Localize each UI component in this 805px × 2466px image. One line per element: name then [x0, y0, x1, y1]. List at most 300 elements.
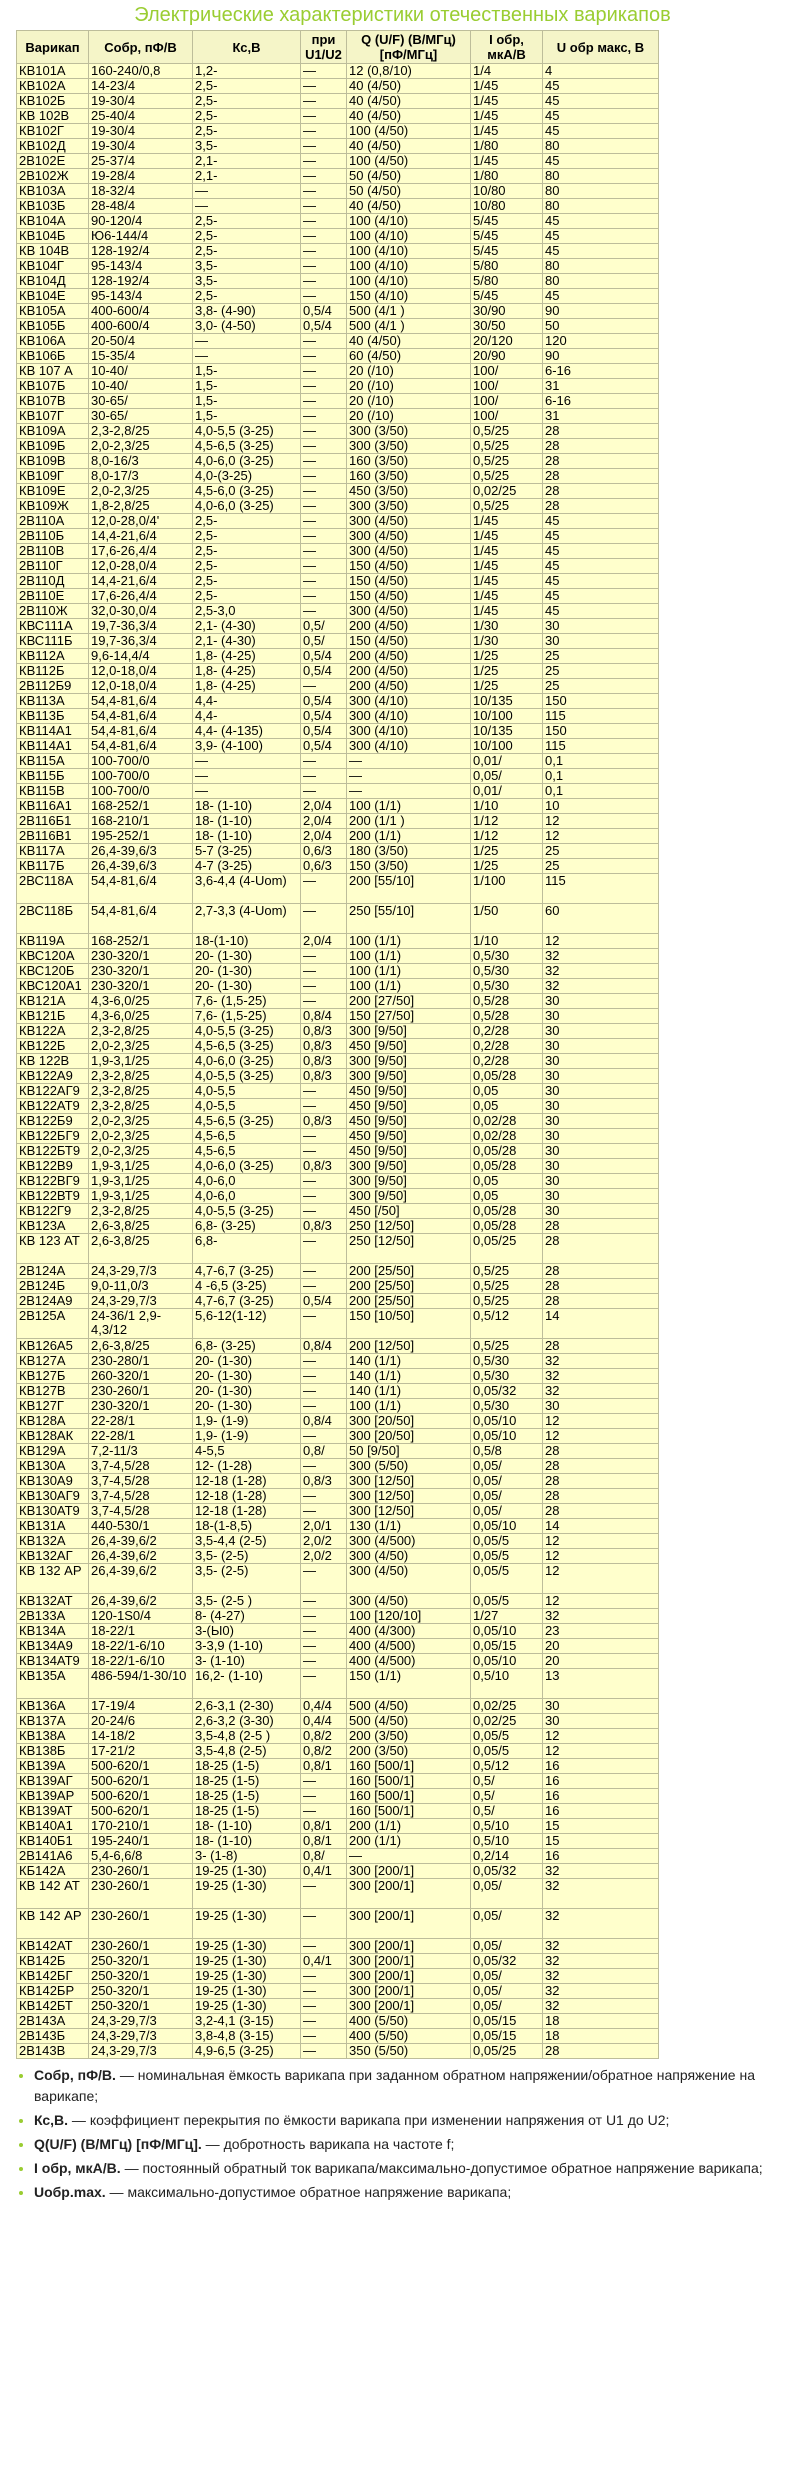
table-row [17, 619, 659, 634]
table-cell: 6-16 [543, 394, 659, 409]
table-row [17, 1864, 659, 1879]
table-cell: 54,4-81,6/4 [89, 694, 193, 709]
table-cell: 25 [543, 679, 659, 694]
table-cell: КВС120Б [17, 964, 89, 979]
table-cell: 19-25 (1-30) [193, 1864, 301, 1879]
table-cell: — [301, 364, 347, 379]
table-cell: 2В110Ж [17, 604, 89, 619]
table-cell: 30 [543, 1699, 659, 1714]
table-cell: 2,0-2,3/25 [89, 1114, 193, 1129]
table-cell: — [301, 559, 347, 574]
table-cell: 1/25 [471, 844, 543, 859]
table-cell: 0,05/5 [471, 1744, 543, 1759]
table-cell: — [301, 1909, 347, 1939]
table-cell: 4,3-6,0/25 [89, 994, 193, 1009]
table-cell: 32 [543, 1909, 659, 1939]
table-cell: 500-620/1 [89, 1774, 193, 1789]
table-cell: 250 [55/10] [347, 904, 471, 934]
table-cell: КВ113А [17, 694, 89, 709]
table-cell: 0,05/28 [471, 1219, 543, 1234]
table-row [17, 1129, 659, 1144]
table-cell: 5/45 [471, 244, 543, 259]
table-cell: — [301, 1654, 347, 1669]
table-cell: 90 [543, 304, 659, 319]
table-cell: КВ134АТ9 [17, 1654, 89, 1669]
table-cell: 400-600/4 [89, 304, 193, 319]
table-cell: — [301, 604, 347, 619]
table-row [17, 469, 659, 484]
table-cell: 1/25 [471, 664, 543, 679]
table-cell: 28 [543, 1279, 659, 1294]
table-cell: 20- (1-30) [193, 1399, 301, 1414]
table-row [17, 1609, 659, 1624]
table-cell: 230-260/1 [89, 1879, 193, 1909]
table-cell: 45 [543, 529, 659, 544]
table-row [17, 94, 659, 109]
table-cell: 2В124А9 [17, 1294, 89, 1309]
table-cell: 0,05/5 [471, 1729, 543, 1744]
table-cell: 2В110Е [17, 589, 89, 604]
table-cell: — [301, 1354, 347, 1369]
table-cell: 5,6-12(1-12) [193, 1309, 301, 1339]
table-row [17, 1984, 659, 1999]
table-cell: КВ122АГ9 [17, 1084, 89, 1099]
table-cell: 30 [543, 634, 659, 649]
table-cell: 500 (4/1 ) [347, 319, 471, 334]
table-cell: 40 (4/50) [347, 79, 471, 94]
table-cell: 2,1- (4-30) [193, 634, 301, 649]
table-cell: 100 (1/1) [347, 949, 471, 964]
table-cell: 2В102Е [17, 154, 89, 169]
table-cell: 12 [543, 1534, 659, 1549]
table-cell: КВ130АГ9 [17, 1489, 89, 1504]
table-cell: 300 (4/500) [347, 1534, 471, 1549]
table-cell: 22-28/1 [89, 1414, 193, 1429]
table-row [17, 1144, 659, 1159]
table-cell: 18-22/1-6/10 [89, 1639, 193, 1654]
table-row [17, 634, 659, 649]
table-cell: 2,5- [193, 289, 301, 304]
table-row [17, 649, 659, 664]
table-cell: 1,5- [193, 394, 301, 409]
table-cell: — [301, 334, 347, 349]
table-cell: 230-320/1 [89, 1399, 193, 1414]
table-cell: 0,05/28 [471, 1204, 543, 1219]
table-cell: 25 [543, 859, 659, 874]
table-row [17, 124, 659, 139]
table-cell: — [301, 949, 347, 964]
table-cell: 4,0-6,0 (3-25) [193, 454, 301, 469]
note-term: Q(U/F) (В/МГц) [пФ/МГц]. [34, 2136, 202, 2152]
table-cell: 32 [543, 1384, 659, 1399]
table-cell: 150 (4/50) [347, 589, 471, 604]
table-cell: 2,5- [193, 214, 301, 229]
table-cell: КВ127В [17, 1384, 89, 1399]
table-cell: — [301, 424, 347, 439]
table-cell: 3-(Ы0) [193, 1624, 301, 1639]
table-cell: 3,5-4,8 (2-5) [193, 1744, 301, 1759]
table-cell: 28-48/4 [89, 199, 193, 214]
table-cell: 19,7-36,3/4 [89, 619, 193, 634]
table-cell: КВ 142 АР [17, 1909, 89, 1939]
table-cell: 0,5/4 [301, 694, 347, 709]
table-cell: 2,6-3,8/25 [89, 1234, 193, 1264]
table-cell: 100 (1/1) [347, 979, 471, 994]
table-cell: 30 [543, 1189, 659, 1204]
table-cell: 1,5- [193, 364, 301, 379]
table-cell: 100 (1/1) [347, 799, 471, 814]
table-cell: 230-280/1 [89, 1354, 193, 1369]
table-cell: — [301, 139, 347, 154]
table-row [17, 979, 659, 994]
table-cell: 28 [543, 1234, 659, 1264]
table-row [17, 1564, 659, 1594]
table-row [17, 1639, 659, 1654]
table-row [17, 1279, 659, 1294]
table-cell: 19-25 (1-30) [193, 1909, 301, 1939]
table-cell: 4,0-5,5 (3-25) [193, 1069, 301, 1084]
table-cell: 100 (4/10) [347, 274, 471, 289]
table-cell: 15-35/4 [89, 349, 193, 364]
table-cell: 20 (/10) [347, 394, 471, 409]
table-cell: КВ102Д [17, 139, 89, 154]
table-cell: КВ113Б [17, 709, 89, 724]
table-cell: 32 [543, 1954, 659, 1969]
table-row [17, 1039, 659, 1054]
table-cell: 300 (4/50) [347, 1594, 471, 1609]
table-cell: 24-36/1 2,9-4,3/12 [89, 1309, 193, 1339]
table-cell: 12,0-28,0/4 [89, 559, 193, 574]
table-cell: 150 (4/50) [347, 559, 471, 574]
table-cell: КВ136А [17, 1699, 89, 1714]
table-cell: КВ103Б [17, 199, 89, 214]
table-cell: — [301, 514, 347, 529]
table-cell: 130 (1/1) [347, 1519, 471, 1534]
table-cell: 0,5/25 [471, 439, 543, 454]
table-cell: — [301, 124, 347, 139]
table-cell: 14 [543, 1519, 659, 1534]
table-cell: 1,8-2,8/25 [89, 499, 193, 514]
table-cell: — [301, 1189, 347, 1204]
table-cell: 200 (4/50) [347, 649, 471, 664]
table-cell: 19-30/4 [89, 124, 193, 139]
table-cell: 5/45 [471, 214, 543, 229]
table-cell: 24,3-29,7/3 [89, 2044, 193, 2059]
table-cell: 28 [543, 484, 659, 499]
table-row [17, 1954, 659, 1969]
table-cell: 16,2- (1-10) [193, 1669, 301, 1699]
table-cell: — [347, 769, 471, 784]
table-cell: 300 [200/1] [347, 1864, 471, 1879]
table-cell: КВ102Г [17, 124, 89, 139]
table-cell: — [301, 754, 347, 769]
table-cell: 100 (4/50) [347, 154, 471, 169]
table-cell: 90-120/4 [89, 214, 193, 229]
table-cell: 0,02/28 [471, 1129, 543, 1144]
table-cell: 0,5/4 [301, 709, 347, 724]
table-cell: 150 (4/50) [347, 634, 471, 649]
table-cell: 0,5/30 [471, 964, 543, 979]
table-cell: 2В143А [17, 2014, 89, 2029]
table-cell: 300 [9/50] [347, 1159, 471, 1174]
table-cell: 28 [543, 439, 659, 454]
table-cell: 195-240/1 [89, 1834, 193, 1849]
table-row [17, 274, 659, 289]
table-cell: 32 [543, 1879, 659, 1909]
table-cell: 1/45 [471, 109, 543, 124]
table-cell: — [301, 259, 347, 274]
table-cell: — [301, 214, 347, 229]
table-cell: 100 [120/10] [347, 1609, 471, 1624]
table-cell: 300 (4/50) [347, 514, 471, 529]
table-cell: КВ 132 АР [17, 1564, 89, 1594]
table-cell: 28 [543, 1339, 659, 1354]
table-cell: 0,6/3 [301, 844, 347, 859]
table-cell: 300 [200/1] [347, 1954, 471, 1969]
table-cell: 30 [543, 1204, 659, 1219]
table-cell: 45 [543, 514, 659, 529]
table-cell: 16 [543, 1789, 659, 1804]
table-cell: КВ122Г9 [17, 1204, 89, 1219]
table-cell: — [301, 979, 347, 994]
table-cell: КВ134А [17, 1624, 89, 1639]
table-cell: 0,8/2 [301, 1744, 347, 1759]
table-cell: — [301, 1084, 347, 1099]
table-cell: 230-260/1 [89, 1384, 193, 1399]
table-cell: — [301, 679, 347, 694]
table-cell: 0,02/25 [471, 484, 543, 499]
table-cell: 1/45 [471, 529, 543, 544]
table-cell: 60 (4/50) [347, 349, 471, 364]
table-cell: КВ122Б [17, 1039, 89, 1054]
table-cell: 2В143В [17, 2044, 89, 2059]
table-cell: КВ109Ж [17, 499, 89, 514]
table-cell: 2,0-2,3/25 [89, 1039, 193, 1054]
table-cell: 30 [543, 1114, 659, 1129]
table-cell: 1/45 [471, 514, 543, 529]
table-cell: 100 (4/10) [347, 214, 471, 229]
table-cell: 5/45 [471, 289, 543, 304]
table-cell: 168-210/1 [89, 814, 193, 829]
table-row [17, 2029, 659, 2044]
note-item [34, 2134, 804, 2155]
table-cell: 18- (1-10) [193, 799, 301, 814]
table-row [17, 1444, 659, 1459]
table-cell: 30 [543, 1024, 659, 1039]
table-cell: 0,05 [471, 1099, 543, 1114]
table-cell: КВ107Г [17, 409, 89, 424]
table-cell: 30/50 [471, 319, 543, 334]
table-cell: 100 (4/50) [347, 124, 471, 139]
table-cell: 300 [200/1] [347, 1999, 471, 2014]
table-cell: — [301, 184, 347, 199]
table-cell: 450 [9/50] [347, 1099, 471, 1114]
table-cell: 200 (1/1) [347, 1834, 471, 1849]
table-cell: 80 [543, 274, 659, 289]
table-cell: — [193, 184, 301, 199]
table-cell: 150 [27/50] [347, 1009, 471, 1024]
table-cell: 5/45 [471, 229, 543, 244]
table-cell: — [301, 274, 347, 289]
table-cell: — [301, 1129, 347, 1144]
table-cell: 1,9- (1-9) [193, 1429, 301, 1444]
table-row [17, 349, 659, 364]
table-cell: 12-18 (1-28) [193, 1489, 301, 1504]
table-cell: 12 [543, 1744, 659, 1759]
table-cell: — [301, 2014, 347, 2029]
table-cell: 1/25 [471, 679, 543, 694]
table-cell: 40 (4/50) [347, 94, 471, 109]
table-cell: 13 [543, 1669, 659, 1699]
table-cell: 0,8/3 [301, 1054, 347, 1069]
table-cell: 16 [543, 1849, 659, 1864]
table-cell: 4,9-6,5 (3-25) [193, 2044, 301, 2059]
table-cell: 200 (4/50) [347, 664, 471, 679]
table-cell: 32 [543, 1969, 659, 1984]
table-cell: 2,0/1 [301, 1519, 347, 1534]
table-cell: 100-700/0 [89, 754, 193, 769]
table-cell: 45 [543, 544, 659, 559]
table-row [17, 364, 659, 379]
table-cell: 2,1- [193, 169, 301, 184]
table-cell: 0,05/ [471, 1879, 543, 1909]
table-cell: 0,5/25 [471, 469, 543, 484]
table-cell: 80 [543, 169, 659, 184]
table-cell: 2В110Б [17, 529, 89, 544]
table-row [17, 1474, 659, 1489]
table-cell: 400 (5/50) [347, 2014, 471, 2029]
table-cell: — [193, 349, 301, 364]
table-cell: 18-25 (1-5) [193, 1759, 301, 1774]
table-cell: 24,3-29,7/3 [89, 1294, 193, 1309]
table-cell: 1,2- [193, 64, 301, 79]
table-cell: 28 [543, 1219, 659, 1234]
table-cell: КВ117А [17, 844, 89, 859]
table-cell: 2В141А6 [17, 1849, 89, 1864]
table-cell: 12 [543, 1564, 659, 1594]
table-cell: 40 (4/50) [347, 109, 471, 124]
table-cell: 250 [12/50] [347, 1234, 471, 1264]
table-row [17, 1804, 659, 1819]
table-cell: 45 [543, 94, 659, 109]
table-row [17, 1459, 659, 1474]
table-cell: КВ122БТ9 [17, 1144, 89, 1159]
table-cell: КБ142А [17, 1864, 89, 1879]
table-cell: 10-40/ [89, 364, 193, 379]
table-row [17, 259, 659, 274]
note-text: — постоянный обратный ток варикапа/максимально-допустимое обратное напряжение варикапа; [120, 2160, 763, 2176]
table-cell: 1,8- (4-25) [193, 679, 301, 694]
table-cell: 30 [543, 1054, 659, 1069]
table-cell: 2,0-2,3/25 [89, 1144, 193, 1159]
table-cell: 1/45 [471, 124, 543, 139]
table-cell: 30 [543, 1039, 659, 1054]
table-cell: КВ132АГ [17, 1549, 89, 1564]
table-cell: КВС120А1 [17, 979, 89, 994]
table-row [17, 1099, 659, 1114]
table-cell: 0,5/25 [471, 1279, 543, 1294]
table-cell: 10/100 [471, 739, 543, 754]
table-cell: 2В116В1 [17, 829, 89, 844]
table-cell: 0,5/30 [471, 1399, 543, 1414]
table-cell: 25 [543, 649, 659, 664]
table-cell: 0,2/14 [471, 1849, 543, 1864]
table-cell: 1,9-3,1/25 [89, 1054, 193, 1069]
table-row [17, 1729, 659, 1744]
table-cell: 45 [543, 574, 659, 589]
table-cell: КВ105Б [17, 319, 89, 334]
table-cell: — [301, 379, 347, 394]
table-cell: 100/ [471, 364, 543, 379]
table-cell: 30-65/ [89, 394, 193, 409]
table-row [17, 1054, 659, 1069]
table-cell: 0,5/30 [471, 1354, 543, 1369]
table-cell: 4,4- [193, 694, 301, 709]
table-cell: 0,5/4 [301, 724, 347, 739]
column-header: Q (U/F) (В/МГц) [пФ/МГц] [347, 31, 471, 64]
table-cell: 450 [9/50] [347, 1129, 471, 1144]
table-cell: — [301, 1174, 347, 1189]
table-cell: 440-530/1 [89, 1519, 193, 1534]
table-cell: — [193, 199, 301, 214]
table-cell: 45 [543, 229, 659, 244]
table-row [17, 844, 659, 859]
table-row [17, 1549, 659, 1564]
table-cell: 30 [543, 1084, 659, 1099]
table-cell: 20- (1-30) [193, 1354, 301, 1369]
table-cell: 100 (4/10) [347, 244, 471, 259]
table-cell: 14-18/2 [89, 1729, 193, 1744]
table-cell: — [301, 1489, 347, 1504]
table-cell: 0,5/25 [471, 454, 543, 469]
table-cell: 300 (4/50) [347, 1549, 471, 1564]
table-cell: — [301, 454, 347, 469]
table-cell: 32 [543, 949, 659, 964]
table-cell: 300 [200/1] [347, 1969, 471, 1984]
table-cell: 18-25 (1-5) [193, 1774, 301, 1789]
column-header: U обр макс, В [543, 31, 659, 64]
table-cell: 12,0-18,0/4 [89, 664, 193, 679]
table-row [17, 244, 659, 259]
note-text: — номинальная ёмкость варикапа при заданном обратном напряжении/обратное напряжение на варикапе; [34, 2067, 755, 2104]
table-row [17, 484, 659, 499]
table-cell: 4,7-6,7 (3-25) [193, 1294, 301, 1309]
table-cell: — [193, 334, 301, 349]
table-cell: 0,02/25 [471, 1699, 543, 1714]
table-cell: 10/100 [471, 709, 543, 724]
table-cell: 128-192/4 [89, 274, 193, 289]
table-cell: 0,8/ [301, 1444, 347, 1459]
table-cell: 100-700/0 [89, 784, 193, 799]
table-row [17, 1069, 659, 1084]
table-cell: — [301, 1144, 347, 1159]
table-cell: 0,8/4 [301, 1339, 347, 1354]
table-cell: 3,9- (4-100) [193, 739, 301, 754]
table-cell: 300 (4/10) [347, 709, 471, 724]
table-cell: 2,6-3,8/25 [89, 1339, 193, 1354]
table-cell: 19-25 (1-30) [193, 1969, 301, 1984]
table-cell: КВ127Б [17, 1369, 89, 1384]
table-cell: 3,5- [193, 139, 301, 154]
table-row [17, 79, 659, 94]
table-cell: 28 [543, 1504, 659, 1519]
table-cell: КВ132АТ [17, 1594, 89, 1609]
table-cell: КВ122ВТ9 [17, 1189, 89, 1204]
table-cell: — [301, 769, 347, 784]
table-cell: 0,4/4 [301, 1699, 347, 1714]
table-cell: 300 [9/50] [347, 1069, 471, 1084]
table-cell: 5-7 (3-25) [193, 844, 301, 859]
